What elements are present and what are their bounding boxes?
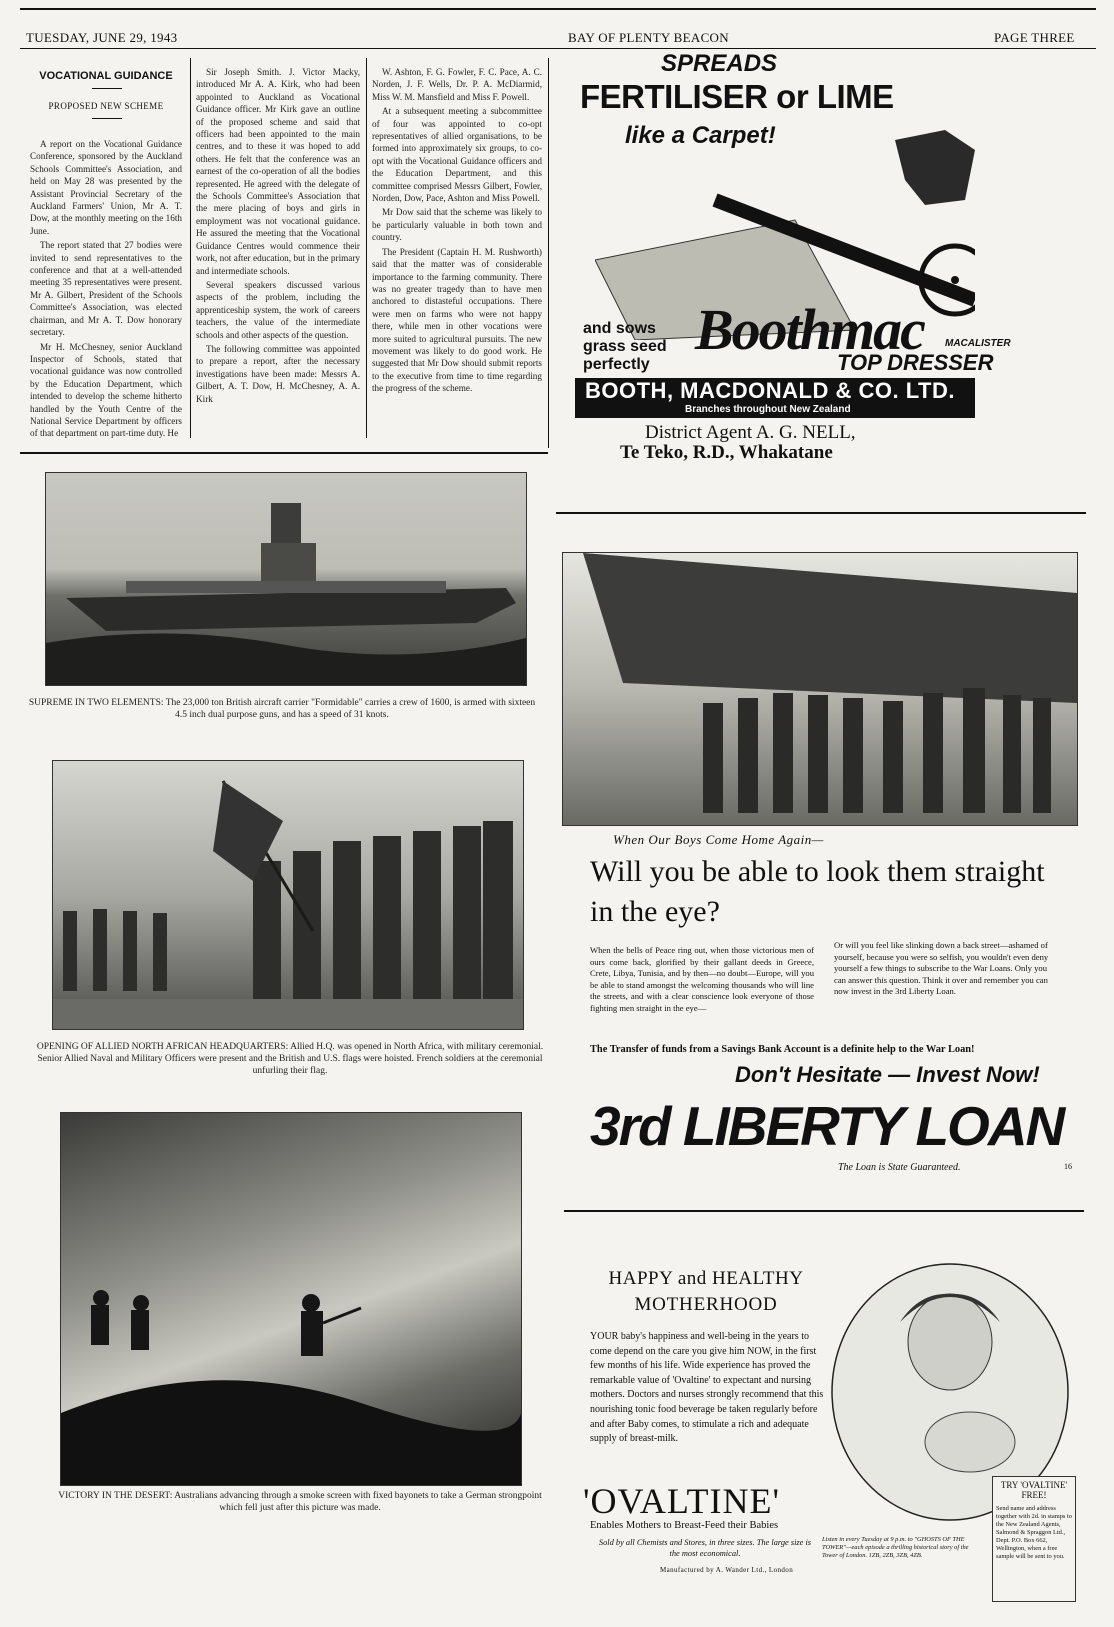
loan-body-right: Or will you feel like slinking down a back street—ashamed of yourself, because you were so selfish, you wouldn't even deny yourself a few things to subscribe to the War Loans. Only you can answer this question. Think it over and remember you can now invest in the 3rd Liberty Loan. xyxy=(834,940,1049,997)
military-ceremony-picture xyxy=(53,761,523,1029)
article-paragraph: Mr Dow said that the scheme was likely to be particularly valuable in both town and country. xyxy=(372,207,542,243)
ovaltine-radio: Listen in every Tuesday at 9 p.m. to "GHOSTS OF THE TOWER"—each episode a thrilling historical story of the Tower of London. 1ZB, 2ZB, 3ZB, 4ZB. xyxy=(822,1536,969,1559)
paper-name: BAY OF PLENTY BEACON xyxy=(568,30,729,45)
column-rule xyxy=(366,58,367,438)
ad-sows-grass: and sows grass seed perfectly xyxy=(583,320,667,373)
ovaltine-brand: 'OVALTINE' xyxy=(583,1481,780,1521)
article-paragraph: Sir Joseph Smith. J. Victor Macky, introduced Mr A. A. Kirk, who had been appointed to Auckland as Vocational Guidance officer. Mr Kirk gave an outline of the proposed scheme and said that officers had been appointed to the main centres, and to these it was hoped to add others. He felt that the conference was an earnest of the co-operation of all the bodies represented. He agreed with the delegate of the Schools Committee's Association that the mere placing of boys and girls in employment was not vocational guidance. He assured the meeting that the Vocational Guidance Centres would commence their work, not after education, but in the primary and intermediate schools. xyxy=(196,67,360,276)
loan-guarantee: The Loan is State Guaranteed. xyxy=(838,1162,961,1173)
article-paragraph: The President (Captain H. M. Rushworth) said that the matter was of considerable importance to the farming community. There was no greater tragedy than to have men anchored to distasteful occupations. There were men on farms who were not happy there, while men in other vocations were more suited to agricultural pursuits. The new movement was likely to do good work. He suggested that Mr Dow should submit reports to the executive from time to time regarding the progress of the scheme. xyxy=(372,246,542,394)
carrier-caption: SUPREME IN TWO ELEMENTS: The 23,000 ton British aircraft carrier "Formidable" carries a crew of 1600, is armed with sixteen 4.5 inch dual purpose guns, and has a speed of 31 knots. xyxy=(28,698,536,720)
article-paragraph: W. Ashton, F. G. Fowler, F. C. Pace, A. C. Norden, J. F. Wells, Dr. P. A. McDiarmid, Miss W. M. Mansfield and Miss F. Powell. xyxy=(372,67,542,102)
ovaltine-headline-1: HAPPY and HEALTHY xyxy=(608,1268,804,1289)
ad-divider xyxy=(556,512,1086,514)
loan-slogan: Don't Hesitate — Invest Now! xyxy=(735,1062,1040,1087)
article-column-3 xyxy=(372,66,542,397)
desert-battle-picture xyxy=(61,1113,521,1485)
article-title: VOCATIONAL GUIDANCE xyxy=(39,70,173,82)
allied-hq-caption: OPENING OF ALLIED NORTH AFRICAN HEADQUARTERS: Allied H.Q. was opened in North Africa, with military ceremonial. Senior Allied Naval and Military Officers were present and the British and U.S. flags were hoisted. French soldiers at the ceremonial unfurling their flag. xyxy=(36,1042,544,1076)
returning-soldiers-picture xyxy=(563,553,1077,825)
ad-district-agent: District Agent A. G. NELL, xyxy=(645,422,856,443)
ad-agent-address: Te Teko, R.D., Whakatane xyxy=(620,442,833,463)
loan-kicker: When Our Boys Come Home Again— xyxy=(613,832,824,847)
ad-spreads: SPREADS xyxy=(661,50,778,77)
ad-divider xyxy=(564,1210,1084,1212)
ad-like-a-carpet: like a Carpet! xyxy=(625,122,776,149)
page-number: PAGE THREE xyxy=(994,30,1075,45)
ovaltine-tagline: Enables Mothers to Breast-Feed their Babies xyxy=(590,1520,779,1531)
article-paragraph: The report stated that 27 bodies were invited to send representatives to the conference and that at a well-attended meeting 35 representatives were present. Mr A. Gilbert, President of the Schools Committee's Association, was elected chairman, and Mr A. T. Dow honorary secretary. xyxy=(30,240,182,338)
boothmac-ad xyxy=(565,50,1090,463)
ad-macalister: MACALISTER xyxy=(945,338,1011,349)
ad-fertiliser-lime: FERTILISER or LIME xyxy=(580,78,894,115)
ad-brand-boothmac: Boothmac xyxy=(695,297,924,362)
top-rule xyxy=(20,8,1096,10)
subtitle-rule xyxy=(92,118,122,119)
article-paragraph: The following committee was appointed to prepare a report, after the necessary investigations have been made: Messrs A. Gilbert, A. T. Dow, H. McChesney, A. A. Kirk xyxy=(196,343,360,404)
article-paragraph: A report on the Vocational Guidance Conference, sponsored by the Auckland Schools Committee's Association, and held on May 28 was presented by the Assistant Provincial Secretary of the Auckland Farmers' Union, Mr A. T. Dow, at the monthly meeting on the 16th June. xyxy=(30,139,182,236)
article-paragraph: At a subsequent meeting a subcommittee of four was appointed to co-opt representatives of allied organisations, to be formed into approximately six groups, to co-opt with the Vocational Guidance officers and the Education Department, and this committee comprised Messrs Gilbert, Fowler, Norden, Dow, Pace, Ashton and Miss Powell. xyxy=(372,106,542,204)
article-column-2 xyxy=(196,66,360,407)
carrier-photo xyxy=(45,472,527,686)
ad-company-banner xyxy=(575,378,975,418)
article-paragraph: Mr H. McChesney, senior Auckland Inspector of Schools, stated that vocational guidance was now controlled by the Education Department, which intended to develop the scheme hitherto handled by the Youth Centre of the National Service Department by officers of that department on part-time duty. He xyxy=(30,341,182,439)
loan-transfer-note: The Transfer of funds from a Savings Bank Account is a definite help to the War Loan! xyxy=(590,1044,975,1055)
loan-name: 3rd LIBERTY LOAN xyxy=(590,1095,1064,1157)
article-subtitle: PROPOSED NEW SCHEME xyxy=(48,101,164,111)
page-divider xyxy=(548,58,549,448)
ad-company: BOOTH, MACDONALD & CO. LTD. xyxy=(585,378,955,403)
ovaltine-maker: Manufactured by A. Wander Ltd., London xyxy=(660,1566,794,1574)
title-rule xyxy=(92,88,122,89)
allied-hq-photo xyxy=(52,760,524,1030)
loan-body-left: When the bells of Peace ring out, when those victorious men of ours come back, glorified by their gallant deeds in Greece, Crete, Libya, Tunisia, and by then—no doubt—Europe, will you be able to stand amongst the welcoming thousands who will line the streets, and with a clear conscience look everyone of those fighting men straight in the eye— xyxy=(590,945,814,1013)
troops-ship-illustration xyxy=(562,552,1078,826)
ad-top-dresser: TOP DRESSER xyxy=(837,350,994,375)
loan-ad-code: 16 xyxy=(1064,1162,1072,1171)
header-rule xyxy=(20,48,1096,49)
free-sample-box xyxy=(992,1476,1076,1602)
ad-branches: Branches throughout New Zealand xyxy=(685,404,851,415)
desert-caption: VICTORY IN THE DESERT: Australians advancing through a smoke screen with fixed bayonets to take a German strongpoint which fell just after this picture was made. xyxy=(58,1491,542,1513)
free-sample-body: Send name and address together with 2d. in stamps to the New Zealand Agents, Salmond & Spraggon Ltd., Dept. P.O. Box 662, Wellington, when a free sample will be sent to you. xyxy=(996,1505,1072,1560)
desert-photo xyxy=(60,1112,522,1486)
article-end-rule xyxy=(20,452,548,454)
column-rule xyxy=(190,58,191,438)
ovaltine-body: YOUR baby's happiness and well-being in the years to come depend on the care you give him NOW, in the first few months of his life. Wide experience has proved the remarkable value of 'Ovaltine' to expectant and nursing mothers. Doctors and nurses strongly recommend that this nourishing tonic food beverage be taken regularly before and after Baby comes, to stimulate a rich and adequate supply of breast-milk. xyxy=(590,1331,824,1445)
loan-headline: Will you be able to look them straight in the eye? xyxy=(590,855,1045,928)
ovaltine-sold: Sold by all Chemists and Stores, in three sizes. The large size is the most economical. xyxy=(598,1538,812,1558)
ovaltine-headline-2: MOTHERHOOD xyxy=(634,1294,778,1315)
aircraft-carrier-picture xyxy=(46,473,526,685)
article-column-1 xyxy=(30,138,182,442)
free-sample-title: TRY 'OVALTINE' FREE! xyxy=(1000,1480,1068,1500)
issue-date: TUESDAY, JUNE 29, 1943 xyxy=(26,30,178,45)
article-paragraph: Several speakers discussed various aspects of the problem, including the apprenticeship system, the work of careers teachers, the value of the intermediate schools and other aspects of the question. xyxy=(196,279,360,340)
